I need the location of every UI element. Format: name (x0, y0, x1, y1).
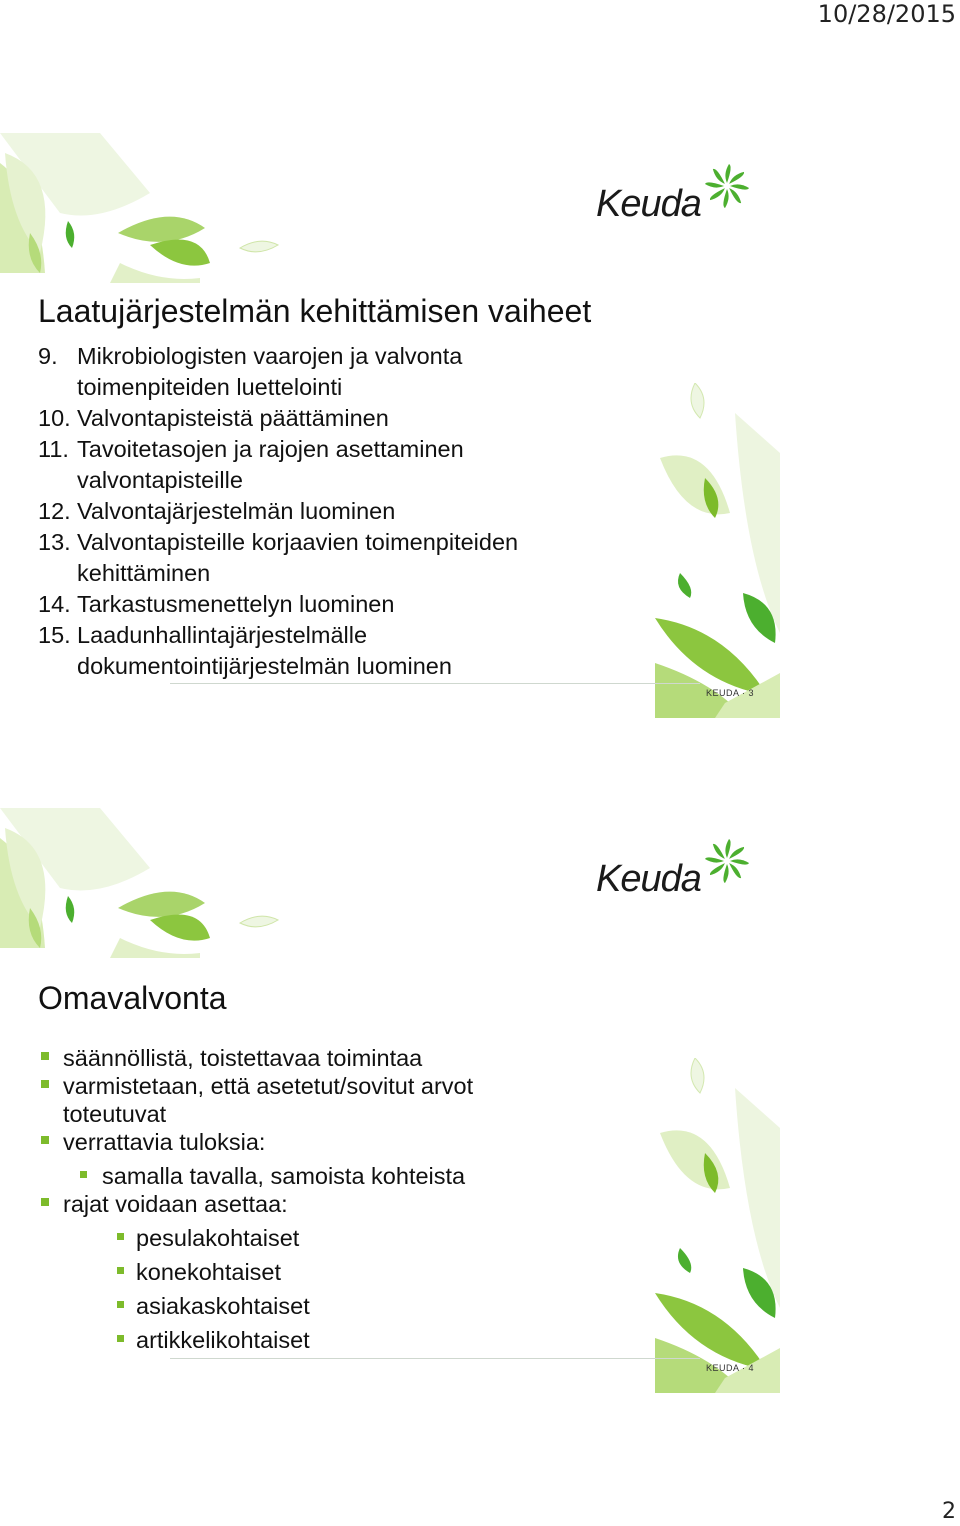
item-number: 9. (38, 343, 58, 369)
bullet-icon (117, 1233, 124, 1240)
page-number: 2 (942, 1499, 956, 1524)
slide-4 (0, 808, 780, 1393)
list-item (40, 1128, 560, 1156)
item-number: 13. (38, 529, 71, 555)
keuda-flower-icon (704, 838, 750, 884)
list-item (40, 1072, 560, 1128)
list-item (38, 341, 577, 403)
list-item (40, 1190, 560, 1218)
item-text: säännöllistä, toistettavaa toimintaa (63, 1045, 423, 1071)
keuda-flower-icon (704, 163, 750, 209)
footer-rule (170, 1358, 700, 1359)
slide-3 (0, 133, 780, 718)
item-text: artikkelikohtaiset (136, 1327, 310, 1353)
slide-title: Laatujärjestelmän kehittämisen vaiheet (38, 293, 592, 329)
item-text: rajat voidaan asettaa: (63, 1191, 288, 1217)
leaf-decoration-top (0, 808, 300, 958)
slide-footer: KEUDA · 4 (706, 1363, 755, 1373)
list-item (40, 1162, 560, 1190)
list-item (40, 1224, 560, 1252)
item-number: 12. (38, 498, 71, 524)
item-text: Tarkastusmenettelyn luominen (77, 591, 395, 617)
item-text: Valvontapisteistä päättäminen (77, 405, 389, 431)
item-text: asiakaskohtaiset (136, 1293, 310, 1319)
bullet-icon (41, 1052, 49, 1060)
logo-text: Keuda (596, 183, 701, 225)
page-date: 10/28/2015 (817, 0, 956, 28)
item-text: varmistetaan, että asetetut/sovitut arvot toteutuvat (63, 1073, 474, 1127)
list-item (38, 620, 577, 682)
bullet-icon (117, 1335, 124, 1342)
bullet-icon (80, 1171, 87, 1178)
item-number: 14. (38, 591, 71, 617)
item-number: 10. (38, 405, 71, 431)
logo-text: Keuda (596, 858, 701, 900)
list-item (40, 1326, 560, 1354)
list-item (38, 403, 577, 434)
slide-title: Omavalvonta (38, 980, 227, 1016)
item-number: 15. (38, 622, 71, 648)
list-item (40, 1292, 560, 1320)
list-item (40, 1258, 560, 1286)
item-text: konekohtaiset (136, 1259, 282, 1285)
bullet-icon (117, 1301, 124, 1308)
list-item (38, 496, 577, 527)
bullet-icon (41, 1198, 49, 1206)
slide-footer: KEUDA · 3 (706, 688, 755, 698)
item-text: pesulakohtaiset (136, 1225, 300, 1251)
leaf-decoration-right (655, 383, 780, 718)
item-text: verrattavia tuloksia: (63, 1129, 266, 1155)
item-text: Valvontajärjestelmän luominen (77, 498, 396, 524)
bullet-icon (41, 1080, 49, 1088)
list-item (40, 1044, 560, 1072)
list-item (38, 434, 577, 496)
bullet-icon (41, 1136, 49, 1144)
item-text: Mikrobiologisten vaarojen ja valvonta toimenpiteiden luettelointi (77, 343, 463, 400)
leaf-decoration-top (0, 133, 300, 283)
item-text: Tavoitetasojen ja rajojen asettaminen valvontapisteille (77, 436, 464, 493)
footer-rule (170, 683, 700, 684)
steps-list (38, 341, 577, 682)
list-item (38, 527, 577, 589)
item-text: Valvontapisteille korjaavien toimenpiteiden kehittäminen (77, 529, 519, 586)
item-text: samalla tavalla, samoista kohteista (102, 1163, 466, 1189)
bullet-icon (117, 1267, 124, 1274)
item-number: 11. (38, 436, 69, 462)
list-item (38, 589, 577, 620)
bullet-list (40, 1044, 560, 1354)
item-text: Laadunhallintajärjestelmälle dokumentointijärjestelmän luominen (77, 622, 452, 679)
leaf-decoration-right (655, 1058, 780, 1393)
